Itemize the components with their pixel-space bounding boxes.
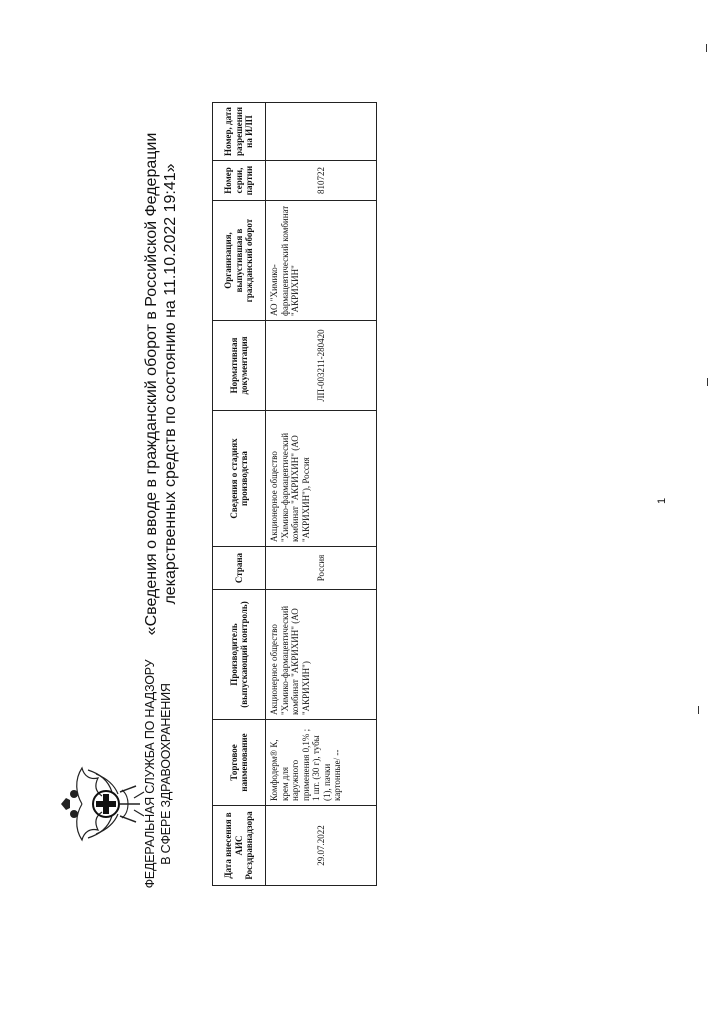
- cell-batch: 810722: [266, 161, 377, 201]
- document-title: [142, 104, 180, 664]
- cell-date: 29.07.2022: [266, 806, 377, 886]
- cell-organization: АО "Химико-фармацевтический комбинат "АКРИХИН": [266, 201, 377, 321]
- agency-name-line2: В СФЕРЕ ЗДРАВООХРАНЕНИЯ: [159, 683, 173, 865]
- scan-mark: [698, 706, 699, 714]
- header-date: Дата внесения в АИС Росздравнадзора: [213, 806, 266, 886]
- table-header-row: [213, 103, 266, 886]
- header-batch: Номер серии, партии: [213, 161, 266, 201]
- header-stages: Сведения о стадиях производства: [213, 411, 266, 547]
- cell-stages: Акционерное общество "Химико-фармацевтический комбинат "АКРИХИН" (АО "АКРИХИН"), Россия: [266, 411, 377, 547]
- header-country: Страна: [213, 547, 266, 590]
- double-headed-eagle-emblem-icon: [60, 764, 146, 844]
- header-manufacturer: Производитель (выпускающий контроль): [213, 590, 266, 720]
- cell-manufacturer: Акционерное общество "Химико-фармацевтический комбинат "АКРИХИН" (АО "АКРИХИН"): [266, 590, 377, 720]
- header-organization: Организация, выпустившая в гражданский оборот: [213, 201, 266, 321]
- agency-name: [142, 659, 174, 889]
- scan-mark: [706, 44, 707, 52]
- document-title-line2: лекарственных средств по состоянию на 11.10.2022 19:41»: [162, 163, 179, 605]
- header-trade-name: Торговое наименование: [213, 720, 266, 806]
- agency-name-line1: ФЕДЕРАЛЬНАЯ СЛУЖБА ПО НАДЗОРУ: [143, 659, 157, 889]
- registry-table: [212, 102, 377, 886]
- page-number: 1: [656, 497, 668, 504]
- cell-country: Россия: [266, 547, 377, 590]
- cell-permit: [266, 103, 377, 161]
- header-normative-doc: Нормативная документация: [213, 321, 266, 411]
- cell-normative-doc: ЛП-003211-280420: [266, 321, 377, 411]
- document-title-line1: «Сведения о вводе в гражданский оборот в Российской Федерации: [143, 132, 160, 636]
- scan-mark: [707, 378, 708, 386]
- header-permit: Номер, дата разрешения на ИЛП: [213, 103, 266, 161]
- cell-trade-name: Комфодерм® К, крем для наружного применения 0,1% ; 1 шт. (30 г), тубы (1), пачки картонные/ --: [266, 720, 377, 806]
- table-row: [266, 103, 377, 886]
